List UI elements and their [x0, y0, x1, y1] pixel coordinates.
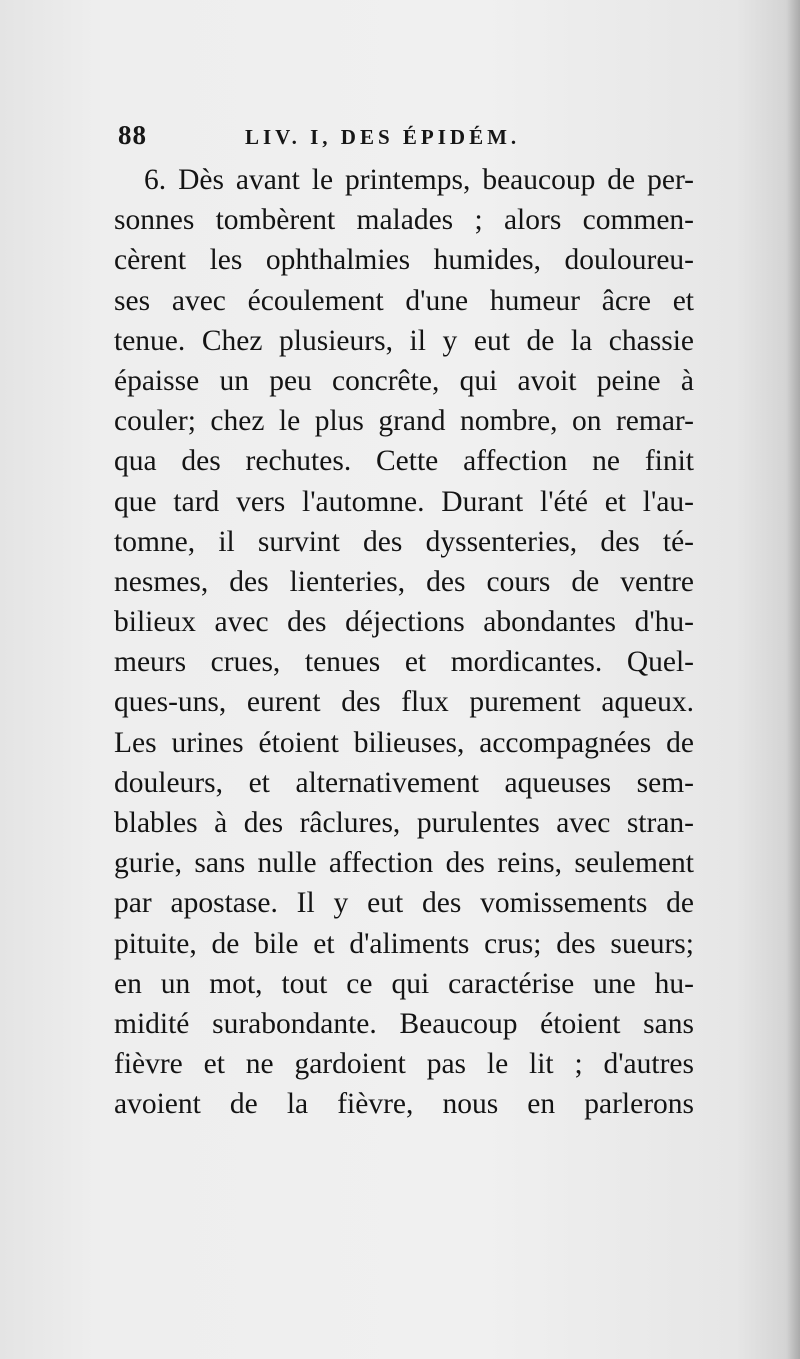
body-text	[114, 160, 694, 1125]
text-line: par apostase. Il y eut des vomissements de	[114, 887, 694, 920]
text-line: nesmes, des lienteries, des cours de ventre	[114, 565, 694, 598]
text-line: couler; chez le plus grand nombre, on remar-	[114, 405, 694, 438]
text-line: pituite, de bile et d'aliments crus; des sueurs;	[114, 927, 694, 960]
text-line: midité surabondante. Beaucoup étoient sans	[114, 1007, 694, 1040]
text-line: douleurs, et alternativement aqueuses sem-	[114, 766, 694, 799]
text-line: bilieux avec des déjections abondantes d'hu-	[114, 606, 694, 639]
text-line: avoient de la fièvre, nous en parlerons	[114, 1088, 694, 1121]
text-line: cèrent les ophthalmies humides, douloureu-	[114, 244, 694, 277]
running-head	[118, 120, 698, 160]
text-line: qua des rechutes. Cette affection ne finit	[114, 445, 694, 478]
text-line: tenue. Chez plusieurs, il y eut de la chassie	[114, 324, 694, 357]
page-number: 88	[118, 120, 147, 150]
text-line: meurs crues, tenues et mordicantes. Quel-	[114, 646, 694, 679]
text-line: en un mot, tout ce qui caractérise une hu-	[114, 967, 694, 1000]
text-line: gurie, sans nulle affection des reins, seulement	[114, 847, 694, 880]
text-line: fièvre et ne gardoient pas le lit ; d'autres	[114, 1048, 694, 1081]
text-line: tomne, il survint des dyssenteries, des té-	[114, 525, 694, 558]
text-line: ques-uns, eurent des flux purement aqueux.	[114, 686, 694, 719]
text-line: que tard vers l'automne. Durant l'été et l'au-	[114, 485, 694, 518]
text-line: 6. Dès avant le printemps, beaucoup de per-	[144, 164, 694, 196]
text-line: blables à des râclures, purulentes avec stran-	[114, 807, 694, 839]
text-line: Les urines étoient bilieuses, accompagnées de	[114, 726, 694, 759]
text-line: sonnes tombèrent malades ; alors commen-	[114, 204, 694, 237]
text-line: épaisse un peu concrête, qui avoit peine à	[114, 364, 694, 397]
running-title: LIV. I, DES ÉPIDÉM.	[245, 125, 521, 149]
text-line: ses avec écoulement d'une humeur âcre et	[114, 284, 694, 317]
